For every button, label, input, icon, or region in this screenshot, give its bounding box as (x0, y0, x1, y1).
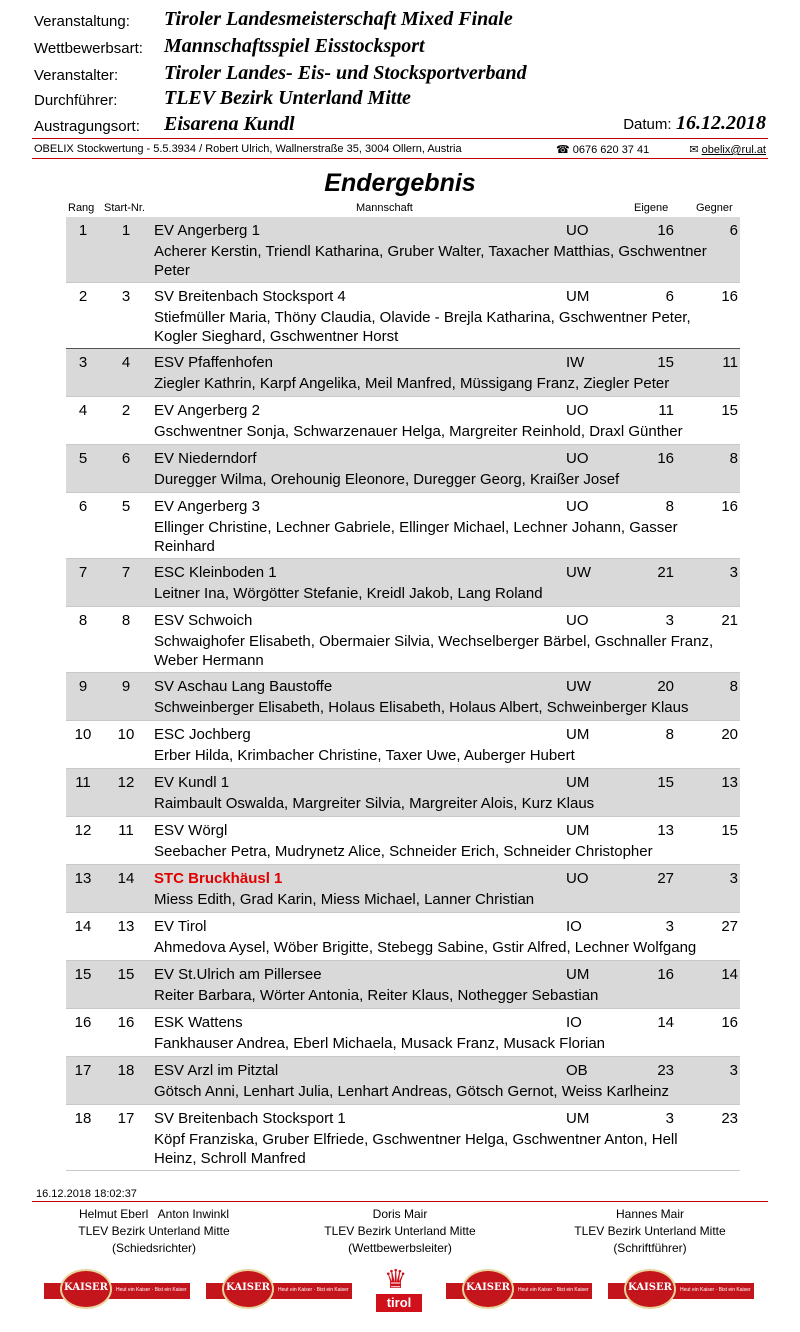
rank-cell: 16 (74, 1014, 92, 1031)
own-score: 3 (665, 1110, 674, 1127)
result-row (66, 721, 740, 769)
region-code: UM (566, 288, 590, 305)
own-score: 3 (665, 918, 674, 935)
region-code: UM (566, 1110, 590, 1127)
player-list: Schwaighofer Elisabeth, Obermaier Silvia, Wechselberger Bärbel, Gschnaller Franz, Weber Hermann (154, 633, 714, 669)
opponent-score: 15 (721, 822, 738, 839)
start-number-cell: 3 (121, 288, 131, 305)
signature-name: Doris Mair (372, 1207, 428, 1221)
start-number-cell: 10 (117, 726, 135, 743)
team-name: EV Niederndorf (154, 450, 257, 467)
team-name: SV Breitenbach Stocksport 1 (154, 1110, 346, 1127)
column-header-opp: Gegner (696, 202, 733, 214)
header-value: TLEV Bezirk Unterland Mitte (164, 87, 411, 109)
result-row (66, 673, 740, 721)
email-link[interactable] (689, 143, 766, 156)
page-title: Endergebnis (324, 169, 476, 197)
result-row (66, 1057, 740, 1105)
opponent-score: 14 (721, 966, 738, 983)
header-label: Veranstaltung: (34, 13, 130, 30)
kaiser-logo: KAISER Heut ein Kaiser · Bist ein Kaiser (206, 1267, 352, 1311)
region-code: UO (566, 402, 589, 419)
player-list: Götsch Anni, Lenhart Julia, Lenhart Andreas, Götsch Gernot, Weiss Karlheinz (154, 1083, 670, 1100)
column-header-team: Mannschaft (356, 202, 413, 214)
rank-cell: 11 (75, 774, 91, 791)
rank-cell: 10 (74, 726, 92, 743)
header-value: Tiroler Landes- Eis- und Stocksportverband (164, 62, 527, 84)
own-score: 27 (657, 870, 674, 887)
start-number-cell: 16 (117, 1014, 135, 1031)
team-name: STC Bruckhäusl 1 (154, 870, 283, 887)
rank-cell: 17 (74, 1062, 92, 1079)
start-number-cell: 7 (121, 564, 131, 581)
own-score: 6 (665, 288, 674, 305)
sponsor-logos (44, 1264, 756, 1314)
result-row (66, 961, 740, 1009)
header-label: Veranstalter: (34, 67, 119, 84)
player-list: Köpf Franziska, Gruber Elfriede, Gschwentner Helga, Gschwentner Anton, Hell Heinz, Schroll Manfred (154, 1131, 678, 1167)
print-timestamp: 16.12.2018 18:02:37 (36, 1188, 137, 1200)
player-list: Ellinger Christine, Lechner Gabriele, Ellinger Michael, Lechner Johann, Gasser Reinhard (154, 519, 678, 555)
rank-cell: 1 (78, 222, 88, 239)
player-list: Seebacher Petra, Mudrynetz Alice, Schneider Erich, Schneider Christopher (154, 843, 653, 860)
region-code: UM (566, 774, 590, 791)
region-code: UO (566, 870, 589, 887)
player-list: Erber Hilda, Krimbacher Christine, Taxer Uwe, Auberger Hubert (154, 747, 575, 764)
column-header-start: Start-Nr. (104, 202, 145, 214)
result-row (66, 769, 740, 817)
column-header-own: Eigene (634, 202, 669, 214)
rank-cell: 14 (74, 918, 92, 935)
player-list: Ahmedova Aysel, Wöber Brigitte, Stebegg Sabine, Gstir Alfred, Lechner Wolfgang (154, 939, 697, 956)
opponent-score: 15 (721, 402, 738, 419)
signature-referees (64, 1206, 244, 1257)
player-list: Reiter Barbara, Wörter Antonia, Reiter Klaus, Nothegger Sebastian (154, 987, 599, 1004)
start-number-cell: 5 (121, 498, 131, 515)
player-list: Gschwentner Sonja, Schwarzenauer Helga, Margreiter Reinhold, Draxl Günther (154, 423, 683, 440)
opponent-score: 13 (721, 774, 738, 791)
date-value: 16.12.2018 (676, 112, 766, 134)
date-field (623, 112, 766, 135)
kaiser-logo: KAISER Heut ein Kaiser · Bist ein Kaiser (44, 1267, 190, 1311)
own-score: 8 (665, 498, 674, 515)
region-code: IO (566, 918, 582, 935)
rank-cell: 9 (78, 678, 88, 695)
header-value: Mannschaftsspiel Eisstocksport (164, 35, 425, 57)
start-number-cell: 11 (118, 822, 134, 839)
region-code: UO (566, 498, 589, 515)
result-row (66, 349, 740, 397)
header-label: Austragungsort: (34, 118, 140, 135)
tirol-logo: ♛ tirol (374, 1264, 424, 1314)
mail-icon: ✉ (689, 144, 702, 156)
rank-cell: 2 (78, 288, 88, 305)
opponent-score: 20 (721, 726, 738, 743)
own-score: 16 (657, 222, 674, 239)
result-row (66, 607, 740, 673)
header-label: Wettbewerbsart: (34, 40, 143, 57)
region-code: IW (566, 354, 585, 371)
team-name: EV Kundl 1 (154, 774, 230, 791)
result-row (66, 1105, 740, 1171)
result-row (66, 397, 740, 445)
region-code: UO (566, 222, 589, 239)
opponent-score: 8 (729, 450, 738, 467)
signature-role: (Schiedsrichter) (111, 1241, 197, 1255)
start-number-cell: 14 (117, 870, 135, 887)
rank-cell: 6 (78, 498, 88, 515)
result-row (66, 865, 740, 913)
header-value: Eisarena Kundl (164, 113, 295, 135)
opponent-score: 3 (729, 1062, 738, 1079)
team-name: EV Angerberg 1 (154, 222, 260, 239)
team-name: EV Tirol (154, 918, 207, 935)
own-score: 11 (658, 402, 674, 419)
region-code: UW (566, 564, 591, 581)
own-score: 3 (665, 612, 674, 629)
own-score: 15 (657, 354, 674, 371)
result-row (66, 493, 740, 559)
own-score: 21 (657, 564, 674, 581)
header-label: Durchführer: (34, 92, 118, 109)
team-name: ESK Wattens (154, 1014, 243, 1031)
footer-divider (32, 1201, 768, 1202)
software-info: OBELIX Stockwertung - 5.5.3934 / Robert Ulrich, Wallnerstraße 35, 3004 Ollern, Austria (34, 143, 462, 155)
result-row (66, 445, 740, 493)
rank-cell: 18 (74, 1110, 92, 1127)
player-list: Duregger Wilma, Orehounig Eleonore, Duregger Georg, Kraißer Josef (154, 471, 620, 488)
opponent-score: 3 (729, 870, 738, 887)
team-name: ESV Wörgl (154, 822, 228, 839)
own-score: 13 (657, 822, 674, 839)
team-name: EV Angerberg 3 (154, 498, 260, 515)
player-list: Miess Edith, Grad Karin, Miess Michael, Lanner Christian (154, 891, 535, 908)
info-bar (34, 143, 766, 157)
own-score: 20 (657, 678, 674, 695)
opponent-score: 16 (721, 498, 738, 515)
signature-role: (Wettbewerbsleiter) (348, 1241, 452, 1255)
opponent-score: 11 (722, 354, 738, 371)
player-list: Fankhauser Andrea, Eberl Michaela, Musack Franz, Musack Florian (154, 1035, 606, 1052)
start-number-cell: 1 (121, 222, 131, 239)
own-score: 15 (657, 774, 674, 791)
info-divider (32, 158, 768, 159)
player-list: Stiefmüller Maria, Thöny Claudia, Olavide - Brejla Katharina, Gschwentner Peter, Kogler Sieghard, Gschwentner Horst (154, 309, 691, 345)
rank-cell: 7 (78, 564, 88, 581)
opponent-score: 23 (721, 1110, 738, 1127)
own-score: 8 (665, 726, 674, 743)
kaiser-logo: KAISER Heut ein Kaiser · Bist ein Kaiser (608, 1267, 754, 1311)
signature-role: (Schriftführer) (613, 1241, 687, 1255)
results-table (66, 217, 740, 1171)
date-label: Datum: (623, 116, 672, 133)
result-row (66, 283, 740, 349)
own-score: 14 (657, 1014, 674, 1031)
rank-cell: 13 (74, 870, 92, 887)
kaiser-logo: KAISER Heut ein Kaiser · Bist ein Kaiser (446, 1267, 592, 1311)
opponent-score: 8 (729, 678, 738, 695)
rank-cell: 4 (78, 402, 88, 419)
opponent-score: 16 (721, 1014, 738, 1031)
player-list: Raimbault Oswalda, Margreiter Silvia, Margreiter Alois, Kurz Klaus (154, 795, 595, 812)
opponent-score: 6 (729, 222, 738, 239)
region-code: UO (566, 450, 589, 467)
opponent-score: 21 (721, 612, 738, 629)
start-number-cell: 18 (117, 1062, 135, 1079)
rank-cell: 3 (78, 354, 88, 371)
eagle-icon: ♛ (384, 1264, 408, 1294)
team-name: ESV Arzl im Pitztal (154, 1062, 279, 1079)
opponent-score: 3 (729, 564, 738, 581)
signature-org: TLEV Bezirk Unterland Mitte (78, 1224, 230, 1238)
region-code: UM (566, 726, 590, 743)
rank-cell: 15 (74, 966, 92, 983)
start-number-cell: 2 (121, 402, 131, 419)
region-code: OB (566, 1062, 588, 1079)
start-number-cell: 12 (117, 774, 135, 791)
signature-name: Helmut Eberl Anton Inwinkl (78, 1207, 230, 1221)
team-name: ESV Pfaffenhofen (154, 354, 273, 371)
team-name: ESC Kleinboden 1 (154, 564, 277, 581)
rank-cell: 5 (78, 450, 88, 467)
team-name: SV Breitenbach Stocksport 4 (154, 288, 346, 305)
result-row (66, 559, 740, 607)
result-row (66, 817, 740, 865)
phone-number: ☎ 0676 620 37 41 (556, 144, 650, 156)
team-name: EV St.Ulrich am Pillersee (154, 966, 322, 983)
own-score: 16 (657, 450, 674, 467)
result-row (66, 1009, 740, 1057)
own-score: 16 (657, 966, 674, 983)
signature-competition-lead (310, 1206, 490, 1257)
own-score: 23 (657, 1062, 674, 1079)
start-number-cell: 4 (121, 354, 131, 371)
start-number-cell: 6 (121, 450, 131, 467)
player-list: Leitner Ina, Wörgötter Stefanie, Kreidl Jakob, Lang Roland (154, 585, 543, 602)
email-text: obelix@rul.at (701, 144, 766, 156)
region-code: UM (566, 822, 590, 839)
region-code: IO (566, 1014, 582, 1031)
result-row (66, 913, 740, 961)
start-number-cell: 9 (121, 678, 131, 695)
start-number-cell: 8 (121, 612, 131, 629)
signature-org: TLEV Bezirk Unterland Mitte (574, 1224, 726, 1238)
player-list: Schweinberger Elisabeth, Holaus Elisabeth, Holaus Albert, Schweinberger Klaus (154, 699, 689, 716)
signature-name: Hannes Mair (615, 1207, 685, 1221)
team-name: ESC Jochberg (154, 726, 251, 743)
rank-cell: 12 (74, 822, 92, 839)
team-name: ESV Schwoich (154, 612, 253, 629)
start-number-cell: 17 (117, 1110, 135, 1127)
result-row (66, 217, 740, 283)
team-name: EV Angerberg 2 (154, 402, 260, 419)
signature-org: TLEV Bezirk Unterland Mitte (324, 1224, 476, 1238)
team-name: SV Aschau Lang Baustoffe (154, 678, 333, 695)
rank-cell: 8 (78, 612, 88, 629)
signature-secretary (560, 1206, 740, 1257)
start-number-cell: 13 (117, 918, 135, 935)
opponent-score: 27 (721, 918, 738, 935)
region-code: UM (566, 966, 590, 983)
start-number-cell: 15 (117, 966, 135, 983)
column-header-rank: Rang (68, 202, 95, 214)
player-list: Ziegler Kathrin, Karpf Angelika, Meil Manfred, Müssigang Franz, Ziegler Peter (154, 375, 670, 392)
region-code: UW (566, 678, 591, 695)
header-value: Tiroler Landesmeisterschaft Mixed Finale (164, 8, 513, 30)
player-list: Acherer Kerstin, Triendl Katharina, Gruber Walter, Taxacher Matthias, Gschwentner Peter (154, 243, 707, 279)
header-divider (32, 138, 768, 139)
opponent-score: 16 (721, 288, 738, 305)
region-code: UO (566, 612, 589, 629)
